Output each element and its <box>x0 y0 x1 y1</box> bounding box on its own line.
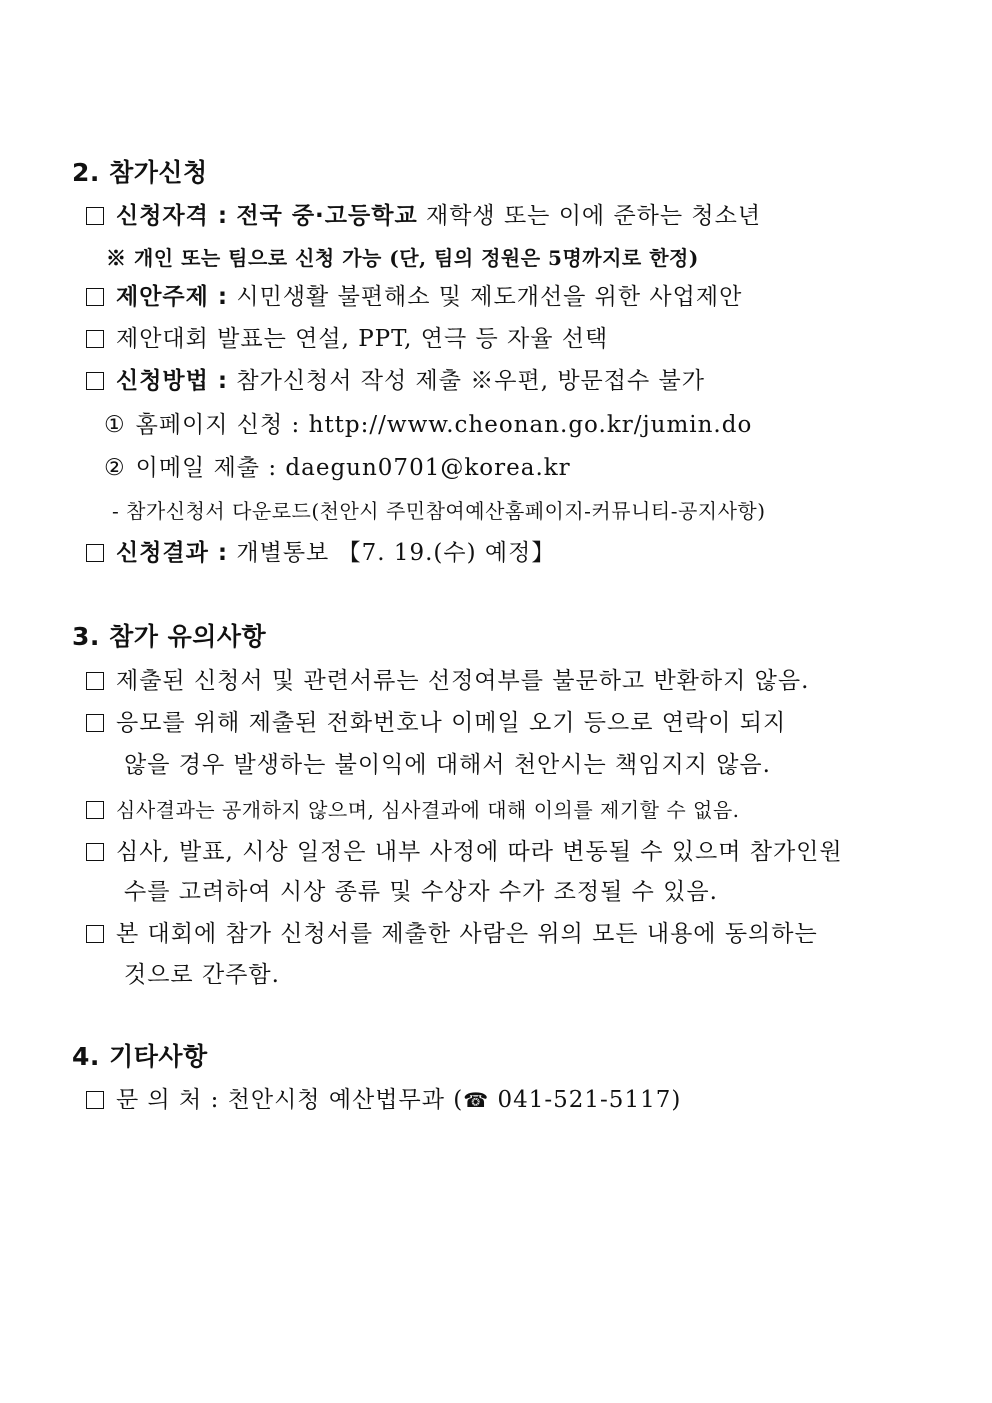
notice-item-1 <box>86 666 809 696</box>
section-2-heading: 2. 참가신청 <box>72 158 208 187</box>
notice-text: 심사결과는 공개하지 않으며, 심사결과에 대해 이의를 제기할 수 없음. <box>116 798 740 822</box>
checkbox-icon <box>86 1091 104 1109</box>
option-email <box>104 453 571 483</box>
qualification-text: 재학생 또는 이에 준하는 청소년 <box>425 203 762 229</box>
checkbox-icon <box>86 207 104 225</box>
notice-item-2-cont: 않을 경우 발생하는 불이익에 대해서 천안시는 책임지지 않음. <box>124 752 771 778</box>
notice-item-4 <box>86 837 843 867</box>
qualification-note: ※ 개인 또는 팀으로 신청 가능 (단, 팀의 정원은 5명까지로 한정) <box>106 246 699 270</box>
checkbox-icon <box>86 672 104 690</box>
notice-item-2 <box>86 708 786 738</box>
checkbox-icon <box>86 288 104 306</box>
notice-text: 심사, 발표, 시상 일정은 내부 사정에 따라 변동될 수 있으며 참가인원 <box>116 839 843 865</box>
download-note: - 참가신청서 다운로드(천안시 주민참여예산홈페이지-커뮤니티-공지사항) <box>112 499 766 523</box>
result-label: 신청결과 : <box>116 540 229 566</box>
qualification-item <box>86 201 761 231</box>
checkbox-icon <box>86 925 104 943</box>
checkbox-icon <box>86 330 104 348</box>
checkbox-icon <box>86 801 104 819</box>
contact-phone: 041-521-5117 <box>497 1087 672 1113</box>
notice-item-5-cont: 것으로 간주함. <box>124 962 280 988</box>
notice-item-4-cont: 수를 고려하여 시상 종류 및 수상자 수가 조정될 수 있음. <box>124 879 718 905</box>
notice-text: 본 대회에 참가 신청서를 제출한 사람은 위의 모든 내용에 동의하는 <box>116 921 818 947</box>
method-label: 신청방법 : <box>116 368 229 394</box>
circled-number: ② <box>104 455 126 481</box>
option-homepage <box>104 410 752 440</box>
format-text: 제안대회 발표는 연설, PPT, 연극 등 자율 선택 <box>116 326 609 352</box>
notice-text: 제출된 신청서 및 관련서류는 선정여부를 불문하고 반환하지 않음. <box>116 668 810 694</box>
checkbox-icon <box>86 714 104 732</box>
section-4-heading: 4. 기타사항 <box>72 1042 208 1071</box>
topic-text: 시민생활 불편해소 및 제도개선을 위한 사업제안 <box>236 284 743 310</box>
method-item <box>86 366 705 396</box>
checkbox-icon <box>86 544 104 562</box>
result-text: 개별통보 【7. 19.(수) 예정】 <box>236 540 556 566</box>
contact-item: 문 의 처 : 천안시청 예산법무과 (☎ 041-521-5117) <box>86 1085 681 1115</box>
topic-item <box>86 282 742 312</box>
phone-icon: ☎ <box>463 1088 490 1112</box>
format-item <box>86 324 608 354</box>
method-text: 참가신청서 작성 제출 ※우편, 방문접수 불가 <box>236 368 705 394</box>
section-3-heading: 3. 참가 유의사항 <box>72 622 267 651</box>
contact-department: 천안시청 예산법무과 <box>227 1087 445 1113</box>
email-label: 이메일 제출 : <box>135 455 278 481</box>
checkbox-icon <box>86 843 104 861</box>
notice-item-5 <box>86 919 818 949</box>
result-item <box>86 538 555 568</box>
qualification-bold: 전국 중·고등학교 <box>236 203 418 229</box>
contact-label: 문 의 처 : <box>116 1087 220 1113</box>
topic-label: 제안주제 : <box>116 284 229 310</box>
checkbox-icon <box>86 372 104 390</box>
homepage-url: http://www.cheonan.go.kr/jumin.do <box>308 412 753 438</box>
notice-text: 응모를 위해 제출된 전화번호나 이메일 오기 등으로 연락이 되지 <box>116 710 787 736</box>
circled-number: ① <box>104 412 126 438</box>
homepage-label: 홈페이지 신청 : <box>135 412 301 438</box>
qualification-label: 신청자격 : <box>116 203 229 229</box>
notice-item-3 <box>86 795 740 825</box>
email-address: daegun0701@korea.kr <box>285 455 571 481</box>
